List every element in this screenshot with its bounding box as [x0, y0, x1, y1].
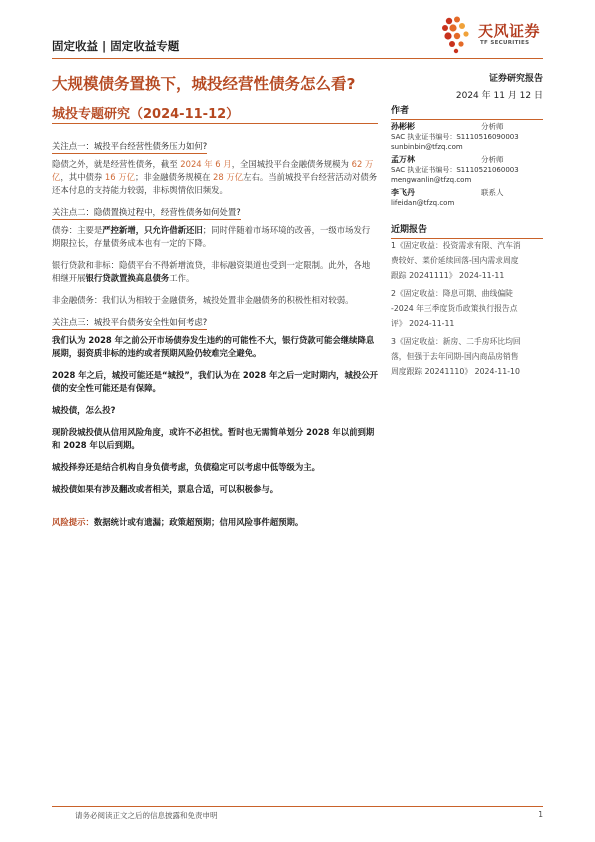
recent-report-line: 评》 2024-11-11 — [391, 319, 455, 328]
report-category: 固定收益 | 固定收益专题 — [52, 39, 180, 53]
section-3-question: 城投债，怎么投? — [52, 405, 116, 415]
author-card — [391, 122, 543, 152]
recent-reports-heading: 近期报告 — [391, 222, 543, 239]
recent-report-line: 跟踪 20241111》 2024-11-11 — [391, 271, 505, 280]
recent-report-item[interactable] — [391, 334, 543, 379]
section-heading-3: 关注点三：城投平台债务安全性如何考虑? — [52, 316, 207, 330]
recent-report-line: 1《固定收益：投资需求有限、汽车消 — [391, 241, 521, 250]
recent-report-item[interactable] — [391, 238, 543, 283]
author-card — [391, 188, 543, 208]
recent-report-line: -2024 年三季度货币政策执行报告点 — [391, 304, 518, 313]
author-email[interactable]: lifeidan@tfzq.com — [391, 199, 455, 207]
risk-warning — [52, 516, 378, 529]
section-2-loans: 银行贷款和非标：隐债平台不得新增流贷，非标融资渠道也受到一定限制。此外，各地相继开展银行贷款置换高息债务工作。 — [52, 260, 371, 283]
section-1-paragraph: 隐债之外，就是经营性债务，截至 2024 年 6 月，全国城投平台金融债务规模为 62 万亿，其中债券 16 万亿；非金融债务规模在 28 万亿左右。当前城投平台经营活动对债务还本付息的支持能力较弱，非标舆情依旧频发。 — [52, 159, 378, 195]
section-3-paragraph: 现阶段城投债从信用风险角度，或许不必担忧。暂时也无需简单划分 2028 年以前到期和 2028 年以后到期。 — [52, 427, 375, 450]
author-role: 分析师 — [481, 122, 504, 131]
brand-name-en: TF SECURITIES — [480, 40, 530, 46]
page-subtitle: 城投专题研究（2024-11-12） — [52, 107, 240, 122]
brand-logo — [440, 16, 550, 54]
author-name: 孟万林 — [391, 155, 415, 164]
author-role: 联系人 — [481, 188, 504, 197]
report-date: 2024 年 11 月 12 日 — [455, 91, 543, 101]
author-email[interactable]: mengwanlin@tfzq.com — [391, 176, 472, 184]
recent-report-line: 费较好、菜价延续回落-国内需求周度 — [391, 256, 519, 265]
brand-name: 天风证券 — [478, 22, 541, 40]
section-3-paragraph: 城投债如果有涉及翻改或者相关，票息合适，可以积极参与。 — [52, 484, 279, 494]
section-2-nonfinancial: 非金融债务：我们认为相较于金融债务，城投处置非金融债务的积极性相对较弱。 — [52, 295, 354, 305]
section-3-paragraph: 我们认为 2028 年之前公开市场债券发生违约的可能性不大，银行贷款可能会继续降息展期，弱资质非标的违约或者预期风险仍较难完全避免。 — [52, 335, 375, 358]
author-name: 李飞丹 — [391, 188, 415, 197]
section-2-bonds: 债券：主要是严控新增，只允许借新还旧；同时伴随着市场环境的改善，一级市场发行期限拉长，存量债务成本也有一定的下降。 — [52, 225, 371, 248]
recent-report-line: 3《固定收益：新房、二手房环比均回 — [391, 337, 521, 346]
section-3-paragraph: 城投择券还是结合机构自身负债考虑，负债稳定可以考虑中低等级为主。 — [52, 462, 320, 472]
author-email[interactable]: sunbinbin@tfzq.com — [391, 143, 463, 151]
title-divider — [52, 123, 378, 124]
recent-report-line: 落，但强于去年同期-国内商品房销售 — [391, 352, 519, 361]
page-title: 大规模债务置换下，城投经营性债务怎么看? — [52, 75, 356, 93]
author-role: 分析师 — [481, 155, 504, 164]
recent-report-item[interactable] — [391, 286, 543, 331]
author-cert: SAC 执业证书编号：S1110521060003 — [391, 166, 519, 174]
section-3-paragraph: 2028 年之后，城投可能还是“城投”，我们认为在 2028 年之后一定时期内，城投公开债的安全性可能还是有保障。 — [52, 370, 378, 393]
page-number: 1 — [538, 810, 543, 819]
report-body — [52, 140, 378, 529]
footer-divider — [52, 806, 543, 807]
risk-label: 风险提示： — [52, 517, 94, 527]
header-divider — [52, 58, 543, 59]
report-type: 证券研究报告 — [488, 74, 543, 84]
author-name: 孙彬彬 — [391, 122, 415, 131]
brand-mark-icon — [440, 16, 474, 54]
section-heading-1: 关注点一：城投平台经营性债务压力如何? — [52, 140, 207, 154]
author-card — [391, 155, 543, 185]
authors-heading: 作者 — [391, 103, 543, 120]
risk-text: 数据统计或有遗漏；政策超预期；信用风险事件超预期。 — [93, 517, 304, 527]
recent-report-line: 2《固定收益：降息可期、曲线偏陡 — [391, 289, 513, 298]
author-cert: SAC 执业证书编号：S1110516090003 — [391, 133, 519, 141]
section-heading-2: 关注点二：隐债置换过程中，经营性债务如何处置? — [52, 206, 241, 220]
footer-disclaimer: 请务必阅读正文之后的信息披露和免责申明 — [75, 811, 218, 820]
recent-report-line: 周度跟踪 20241110》 2024-11-10 — [391, 367, 520, 376]
